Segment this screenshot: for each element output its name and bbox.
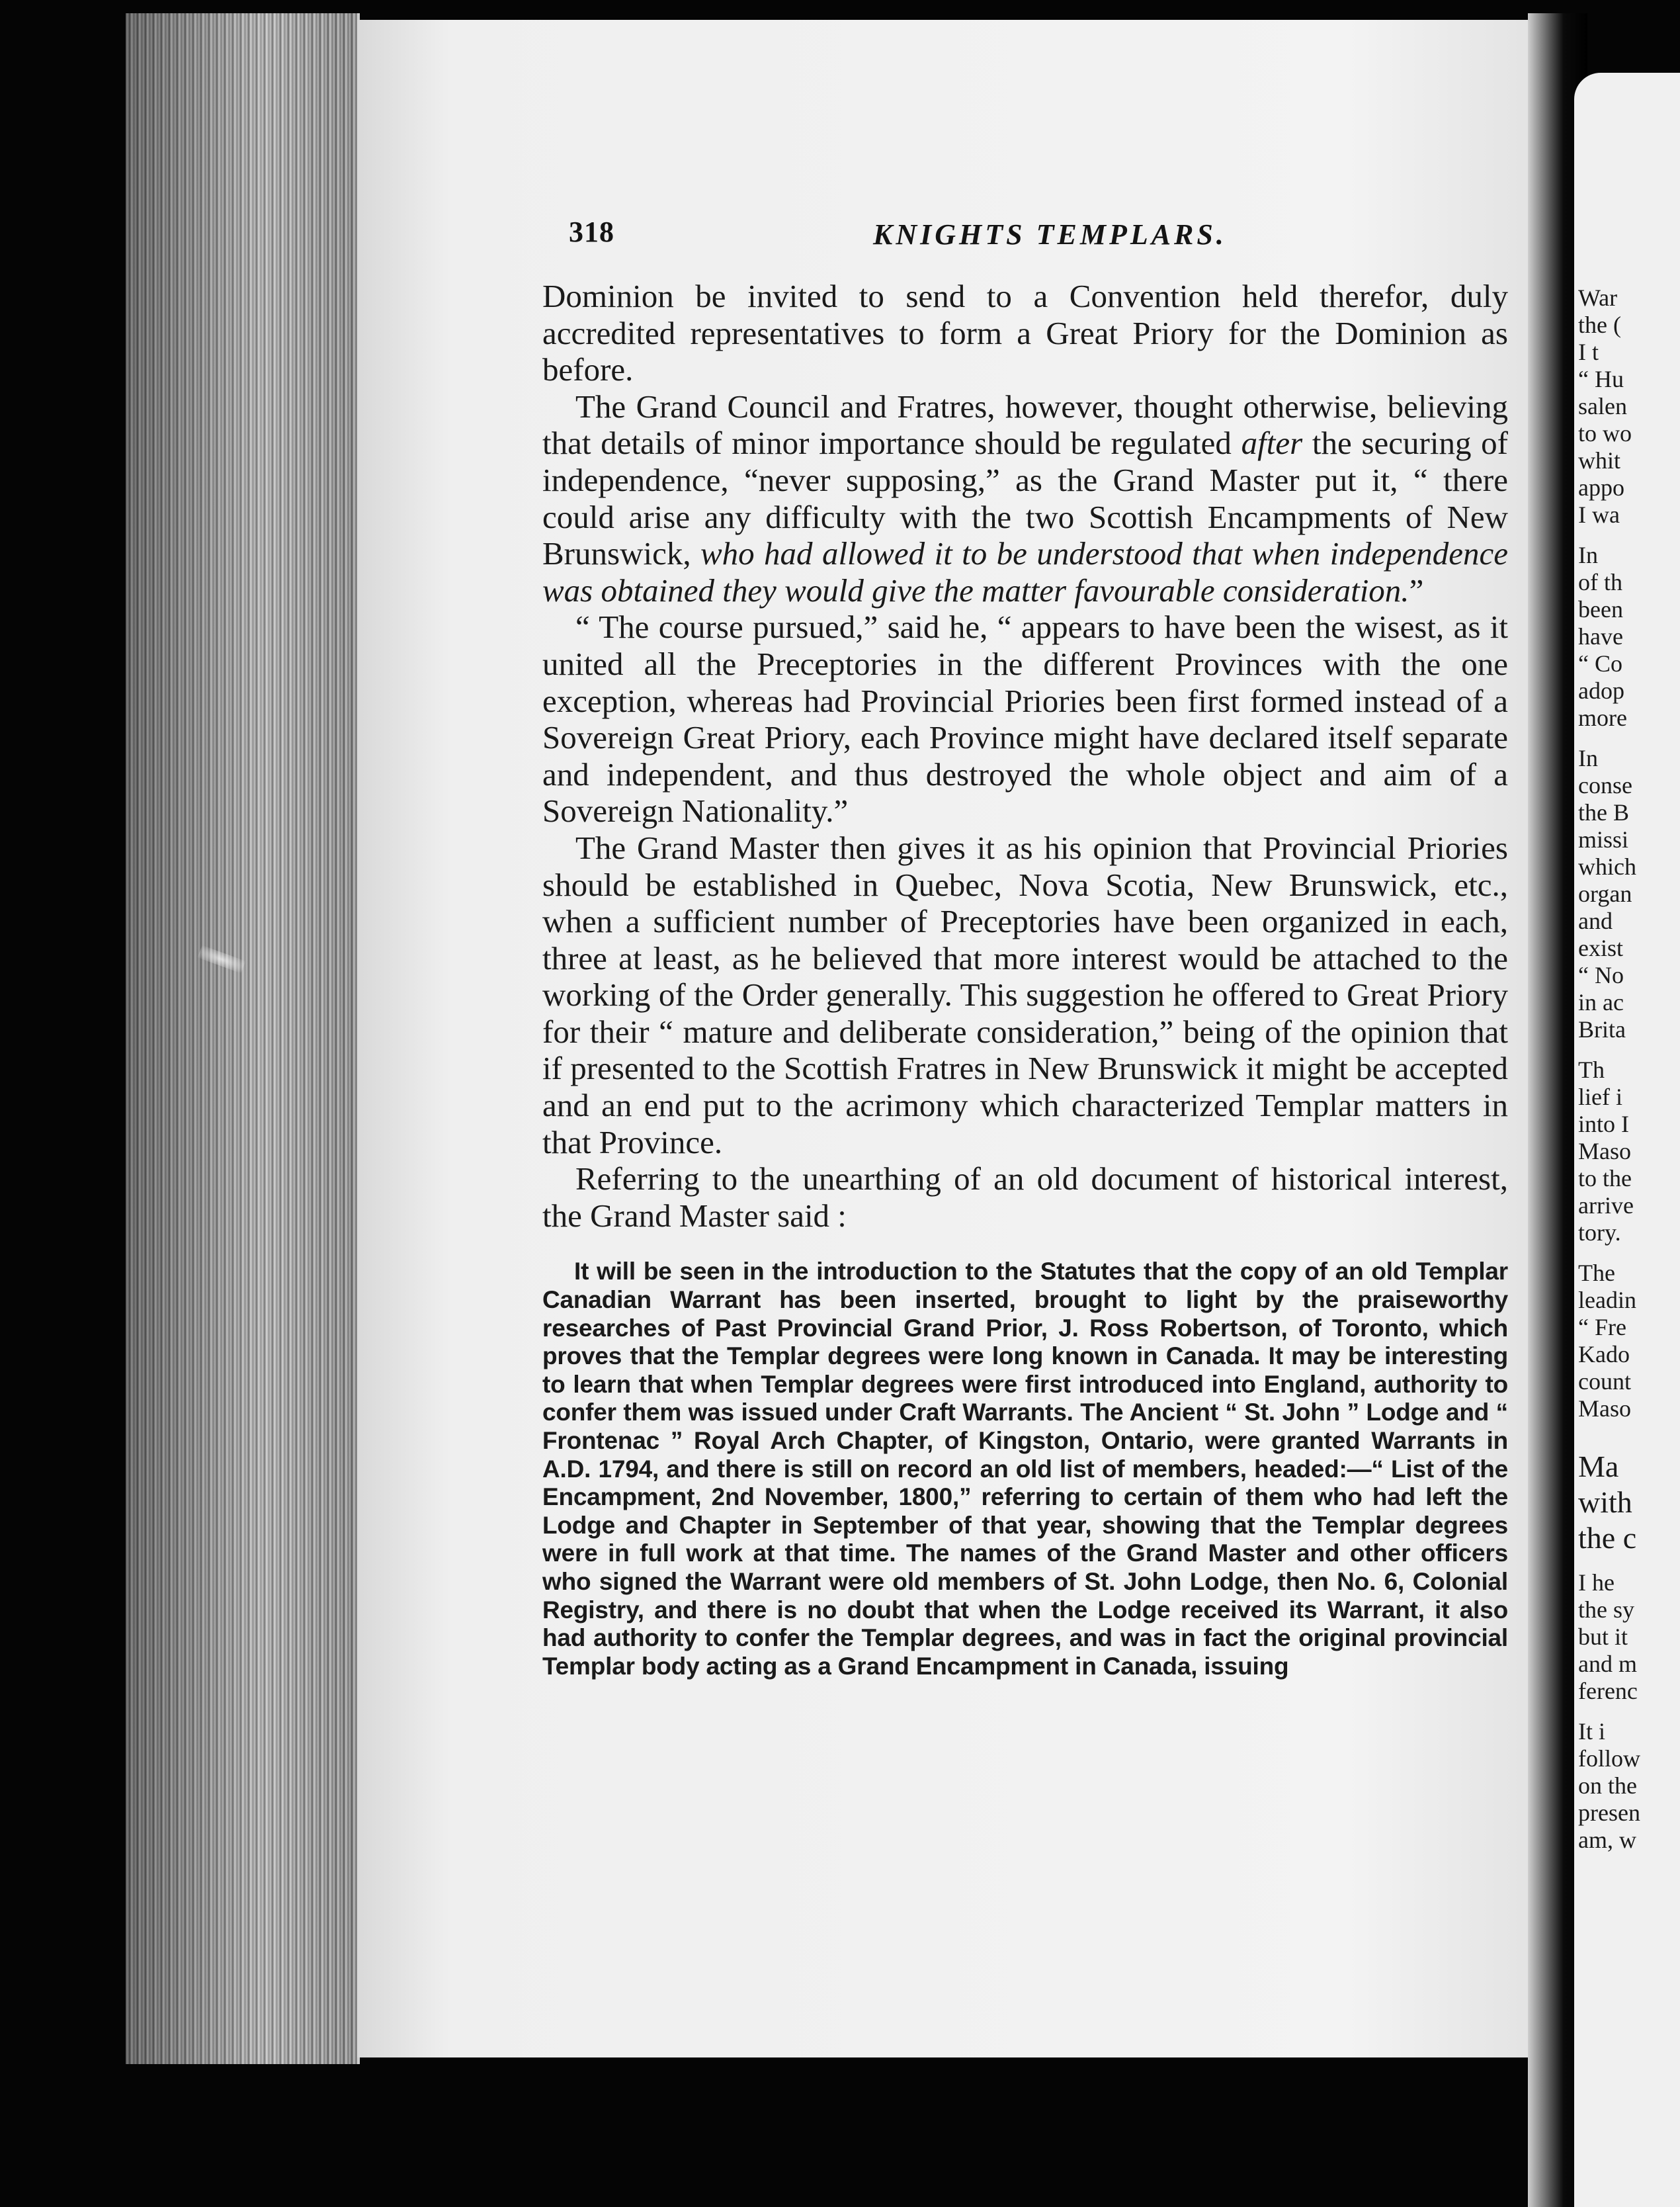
- facing-page-fragment: count: [1578, 1368, 1631, 1395]
- facing-page-fragment: organ: [1578, 881, 1632, 907]
- facing-page-gap: [1578, 1705, 1680, 1718]
- facing-page-gap: [1578, 1422, 1680, 1436]
- facing-page-gap: [1578, 1043, 1680, 1057]
- paragraph-2-text-after: ”: [1409, 572, 1424, 609]
- paragraph-2-text-before: The Grand Council and Fratres, however, thought otherwise, believing that details of minor importance should be regulated: [542, 388, 1508, 462]
- facing-page-fragment: The: [1578, 1260, 1615, 1286]
- facing-page-fragment: appo: [1578, 474, 1624, 501]
- facing-page-fragment: Maso: [1578, 1395, 1631, 1422]
- paragraph-4: The Grand Master then gives it as his opinion that Provincial Priories should be established in Quebec, Nova Scotia, New Brunswick, etc., when a sufficient number of Preceptories have been organized in each, three at least, as he believed that more interest would be attached to the working of the Order generally. This suggestion he offered to Great Priory for their “ mature and deliberate consideration,” being of the opinion that if presented to the Scottish Fratres in New Brunswick it might be accepted and an end put to the acrimony which characterized Templar matters in that Province.: [542, 829, 1508, 1160]
- facing-page-fragment: on the: [1578, 1772, 1637, 1799]
- facing-page-fragment: Maso: [1578, 1138, 1631, 1164]
- facing-page-fragment: the (: [1578, 312, 1621, 338]
- paragraph-2: [542, 388, 1508, 609]
- facing-page-fragment: In: [1578, 745, 1598, 771]
- facing-page-fragment: Ma: [1578, 1450, 1619, 1483]
- facing-page-fragment: presen: [1578, 1799, 1640, 1826]
- facing-page-fragment: follow: [1578, 1745, 1640, 1772]
- page-number: 318: [569, 216, 614, 248]
- facing-page-gap: [1578, 1556, 1680, 1569]
- facing-page-fragment: I he: [1578, 1569, 1615, 1596]
- paragraph-2-italic-quote: who had allowed it to be understood that when independence was obtained they would give the matter favourable consideration.: [542, 535, 1508, 609]
- running-head: KNIGHTS TEMPLARS.: [873, 218, 1227, 251]
- facing-page-fragment: been: [1578, 596, 1623, 623]
- facing-page-gap: [1578, 1246, 1680, 1260]
- page-body: [542, 278, 1508, 1680]
- facing-page-fragment: War: [1578, 284, 1618, 311]
- facing-page-fragment: “ Co: [1578, 650, 1622, 677]
- facing-page-fragment: In: [1578, 542, 1598, 568]
- facing-page-fragment: “ Fre: [1578, 1314, 1626, 1340]
- facing-page-gap: [1578, 732, 1680, 745]
- paragraph-2-text-middle: the securing of independence, “never supposing,” as the Grand Master put it, “ there could arise any difficulty with the two Scottish Encampments of New Brunswick,: [542, 425, 1509, 572]
- facing-page-fragment: I wa: [1578, 501, 1620, 528]
- paragraph-2-italic-after: after: [1241, 425, 1303, 462]
- facing-page-fragment: but it: [1578, 1623, 1628, 1650]
- facing-page-fragment: to wo: [1578, 420, 1632, 447]
- facing-page-fragment: ferenc: [1578, 1678, 1638, 1704]
- facing-page-fragment: I t: [1578, 339, 1599, 365]
- facing-page-gap: [1578, 529, 1680, 542]
- paragraph-5: Referring to the unearthing of an old document of historical interest, the Grand Master said :: [542, 1160, 1508, 1234]
- facing-page-fragment: the sy: [1578, 1596, 1634, 1623]
- facing-page-fragment: the c: [1578, 1521, 1637, 1555]
- facing-page-fragment: tory.: [1578, 1219, 1621, 1246]
- facing-page-fragment: exist: [1578, 935, 1623, 961]
- book-page-edges: [126, 13, 360, 2064]
- facing-page-fragment: am, w: [1578, 1827, 1636, 1853]
- facing-page-fragment: into I: [1578, 1111, 1629, 1137]
- paragraph-3: “ The course pursued,” said he, “ appears to have been the wisest, as it united all the Preceptories in the different Provinces with the one exception, whereas had Provincial Priories been first formed instead of a Sovereign Great Priory, each Province might have declared itself separate and independent, and thus destroyed the whole object and aim of a Sovereign Nationality.”: [542, 609, 1508, 830]
- facing-page-fragment: missi: [1578, 826, 1629, 853]
- facing-page-fragment: the B: [1578, 799, 1629, 826]
- facing-page-gap: [1578, 1436, 1680, 1449]
- facing-page-fragment: adop: [1578, 677, 1624, 704]
- facing-page-fragment: in ac: [1578, 989, 1624, 1016]
- facing-page-fragment: whit: [1578, 447, 1621, 474]
- facing-page-fragment: “ Hu: [1578, 366, 1624, 392]
- facing-page-fragment: and: [1578, 908, 1613, 934]
- facing-page-fragment: which: [1578, 853, 1636, 880]
- facing-page-text: [1578, 284, 1680, 1854]
- facing-page-fragment: Brita: [1578, 1016, 1626, 1043]
- facing-page-fragment: with: [1578, 1485, 1632, 1519]
- facing-page-fragment: to the: [1578, 1165, 1632, 1191]
- facing-page-fragment: arrive: [1578, 1192, 1634, 1219]
- paragraph-1: Dominion be invited to send to a Convention held therefor, duly accredited representatives to form a Great Priory for the Dominion as before.: [542, 278, 1508, 388]
- page-header: [569, 215, 1230, 255]
- facing-page-fragment: Th: [1578, 1057, 1605, 1083]
- facing-page-fragment: leadin: [1578, 1287, 1636, 1313]
- facing-page-fragment: and m: [1578, 1651, 1637, 1677]
- facing-page-fragment: Kado: [1578, 1341, 1630, 1367]
- facing-page-fragment: of th: [1578, 569, 1622, 595]
- facing-page-fragment: conse: [1578, 772, 1632, 799]
- facing-page-fragment: more: [1578, 705, 1627, 731]
- facing-page-fragment: It i: [1578, 1718, 1605, 1745]
- facing-page-fragment: lief i: [1578, 1084, 1622, 1110]
- facing-page-fragment: have: [1578, 623, 1623, 650]
- facing-page-fragment: “ No: [1578, 962, 1624, 988]
- facing-page-fragment: salen: [1578, 393, 1627, 419]
- block-quote: It will be seen in the introduction to the Statutes that the copy of an old Templar Canadian Warrant has been inserted, brought to light by the praiseworthy researches of Past Provincial Grand Prior, J. Ross Robertson, of Toronto, which proves that the Templar degrees were long known in Canada. It may be interesting to learn that when Templar degrees were first introduced into England, authority to confer them was issued under Craft Warrants. The Ancient “ St. John ” Lodge and “ Frontenac ” Royal Arch Chapter, of Kingston, Ontario, were granted Warrants in A.D. 1794, and there is still on record an old list of members, headed:—“ List of the Encampment, 2nd November, 1800,” referring to certain of them who had left the Lodge and Chapter in September of that year, showing that the Templar degrees were in full work at that time. The names of the Grand Master and other officers who signed the Warrant were old members of St. John Lodge, then No. 6, Colonial Registry, and there is no doubt that when the Lodge received its Warrant, it also had authority to confer the Templar degrees, and was in fact the original provincial Templar body acting as a Grand Encampment in Canada, issuing: [542, 1258, 1508, 1680]
